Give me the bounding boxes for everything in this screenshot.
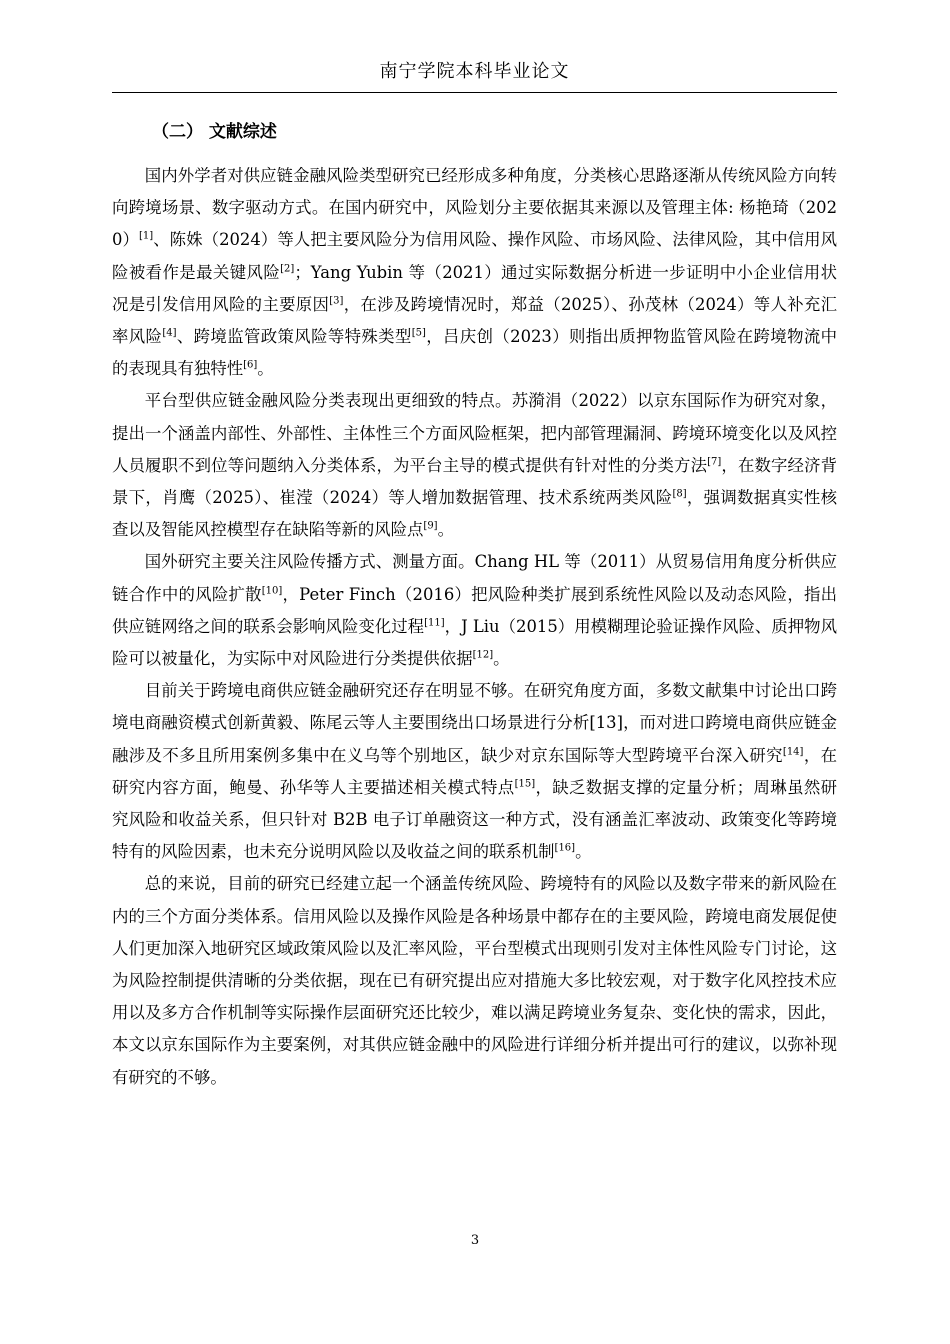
paragraph-text: ，在数字经济背景下，肖鹰（2025）、崔滢（2024）等人增加数据管理、技术系统两类风险 — [112, 455, 838, 508]
citation-marker: [9] — [423, 520, 438, 532]
paragraph — [112, 385, 837, 546]
paragraph-text: ，吕庆创（2023）则指出质押物监管风险在跨境物流中的表现具有独特性 — [112, 327, 838, 379]
paragraph-text: ，J Liu（2015）用模糊理论验证操作风险、质押物风险可以被量化，为实际中对风险进行分类提供依据 — [112, 616, 837, 669]
paragraph-text: 、跨境监管政策风险等特殊类型 — [176, 327, 412, 347]
citation-marker: [15] — [514, 778, 536, 790]
paragraph-text: 国外研究主要关注风险传播方式、测量方面。Chang HL 等（2011）从贸易信用角度分析供应链合作中的风险扩散 — [112, 552, 837, 604]
paragraph-text: 。 — [575, 842, 592, 862]
citation-marker: [14] — [782, 746, 804, 758]
paragraph-text: 、陈姝（2024）等人把主要风险分为信用风险、操作风险、市场风险、法律风险，其中信用风险被看作是最关键风险 — [112, 230, 837, 282]
citation-marker: [16] — [554, 842, 576, 854]
citation-marker: [8] — [672, 488, 687, 500]
citation-marker: [1] — [138, 230, 154, 242]
citation-marker: [7] — [707, 456, 722, 468]
paragraph-text: ，在研究内容方面，鲍曼、孙华等人主要描述相关模式特点 — [112, 745, 837, 797]
paragraph-text: 目前关于跨境电商供应链金融研究还存在明显不够。在研究角度方面，多数文献集中讨论出口跨境电商融资模式创新黄毅、陈尾云等人主要围绕出口场景进行分析[13]，而对进口跨境电商供应链金融涉及不多且所用案例多集中在义乌等个别地区，缺少对京东国际等大型跨境平台深入研究 — [112, 681, 837, 765]
paragraph — [112, 546, 837, 675]
header-rule — [112, 92, 837, 93]
citation-marker: [3] — [329, 295, 344, 307]
section-heading: （二） 文献综述 — [152, 122, 277, 142]
citation-marker: [2] — [280, 263, 295, 275]
body-text — [112, 160, 837, 1094]
citation-marker: [12] — [472, 649, 494, 661]
citation-marker: [4] — [162, 327, 177, 339]
paragraph-text: 平台型供应链金融风险分类表现出更细致的特点。苏漪涓（2022）以京东国际作为研究对象，提出一个涵盖内部性、外部性、主体性三个方面风险框架，把内部管理漏洞、跨境环境变化以及风控人员履职不到位等问题纳入分类体系，为平台主导的模式提供有针对性的分类方法 — [112, 391, 837, 475]
paragraph-text: ，在涉及跨境情况时，郑益（2025）、孙茂林（2024）等人补充汇率风险 — [112, 294, 838, 347]
paragraph-text: 。 — [437, 520, 454, 540]
paragraph — [112, 675, 837, 868]
paragraph-text: 总的来说，目前的研究已经建立起一个涵盖传统风险、跨境特有的风险以及数字带来的新风险在内的三个方面分类体系。信用风险以及操作风险是各种场景中都存在的主要风险，跨境电商发展促使人们更加深入地研究区域政策风险以及汇率风险，平台型模式出现则引发对主体性风险专门讨论，这为风险控制提供清晰的分类依据，现在已有研究提出应对措施大多比较宏观，对于数字化风控技术应用以及多方合作机制等实际操作层面研究还比较少，难以满足跨境业务复杂、变化快的需求，因此，本文以京东国际作为主要案例，对其供应链金融中的风险进行详细分析并提出可行的建议，以弥补现有研究的不够。 — [112, 874, 837, 1087]
paragraph-text: ，缺乏数据支撑的定量分析；周琳虽然研究风险和收益关系，但只针对 B2B 电子订单融资这一种方式，没有涵盖汇率波动、政策变化等跨境特有的风险因素，也未充分说明风险以及收益之间的联系机制 — [112, 777, 838, 862]
paragraph — [112, 868, 837, 1093]
paragraph-text: 国内外学者对供应链金融风险类型研究已经形成多种角度，分类核心思路逐渐从传统风险方向转向跨境场景、数字驱动方式。在国内研究中，风险划分主要依据其来源以及管理主体: 杨艳琦（2020） — [112, 166, 837, 250]
running-header: 南宁学院本科毕业论文 — [379, 61, 570, 82]
paragraph-text: ，Peter Finch（2016）把风险种类扩展到系统性风险以及动态风险，指出供应链网络之间的联系会影响风险变化过程 — [112, 584, 837, 636]
paragraph-text: ；Yang Yubin 等（2021）通过实际数据分析进一步证明中小企业信用状况是引发信用风险的主要原因 — [112, 262, 837, 314]
paragraph-text: ，强调数据真实性核查以及智能风控模型存在缺陷等新的风险点 — [112, 488, 837, 540]
citation-marker: [10] — [261, 585, 283, 597]
paragraph-text: 。 — [257, 359, 274, 379]
citation-marker: [6] — [243, 359, 258, 371]
page-number: 3 — [470, 1233, 480, 1248]
paragraph — [112, 160, 837, 385]
paragraph-text: 。 — [493, 649, 510, 669]
citation-marker: [11] — [424, 617, 445, 629]
citation-marker: [5] — [411, 327, 426, 339]
